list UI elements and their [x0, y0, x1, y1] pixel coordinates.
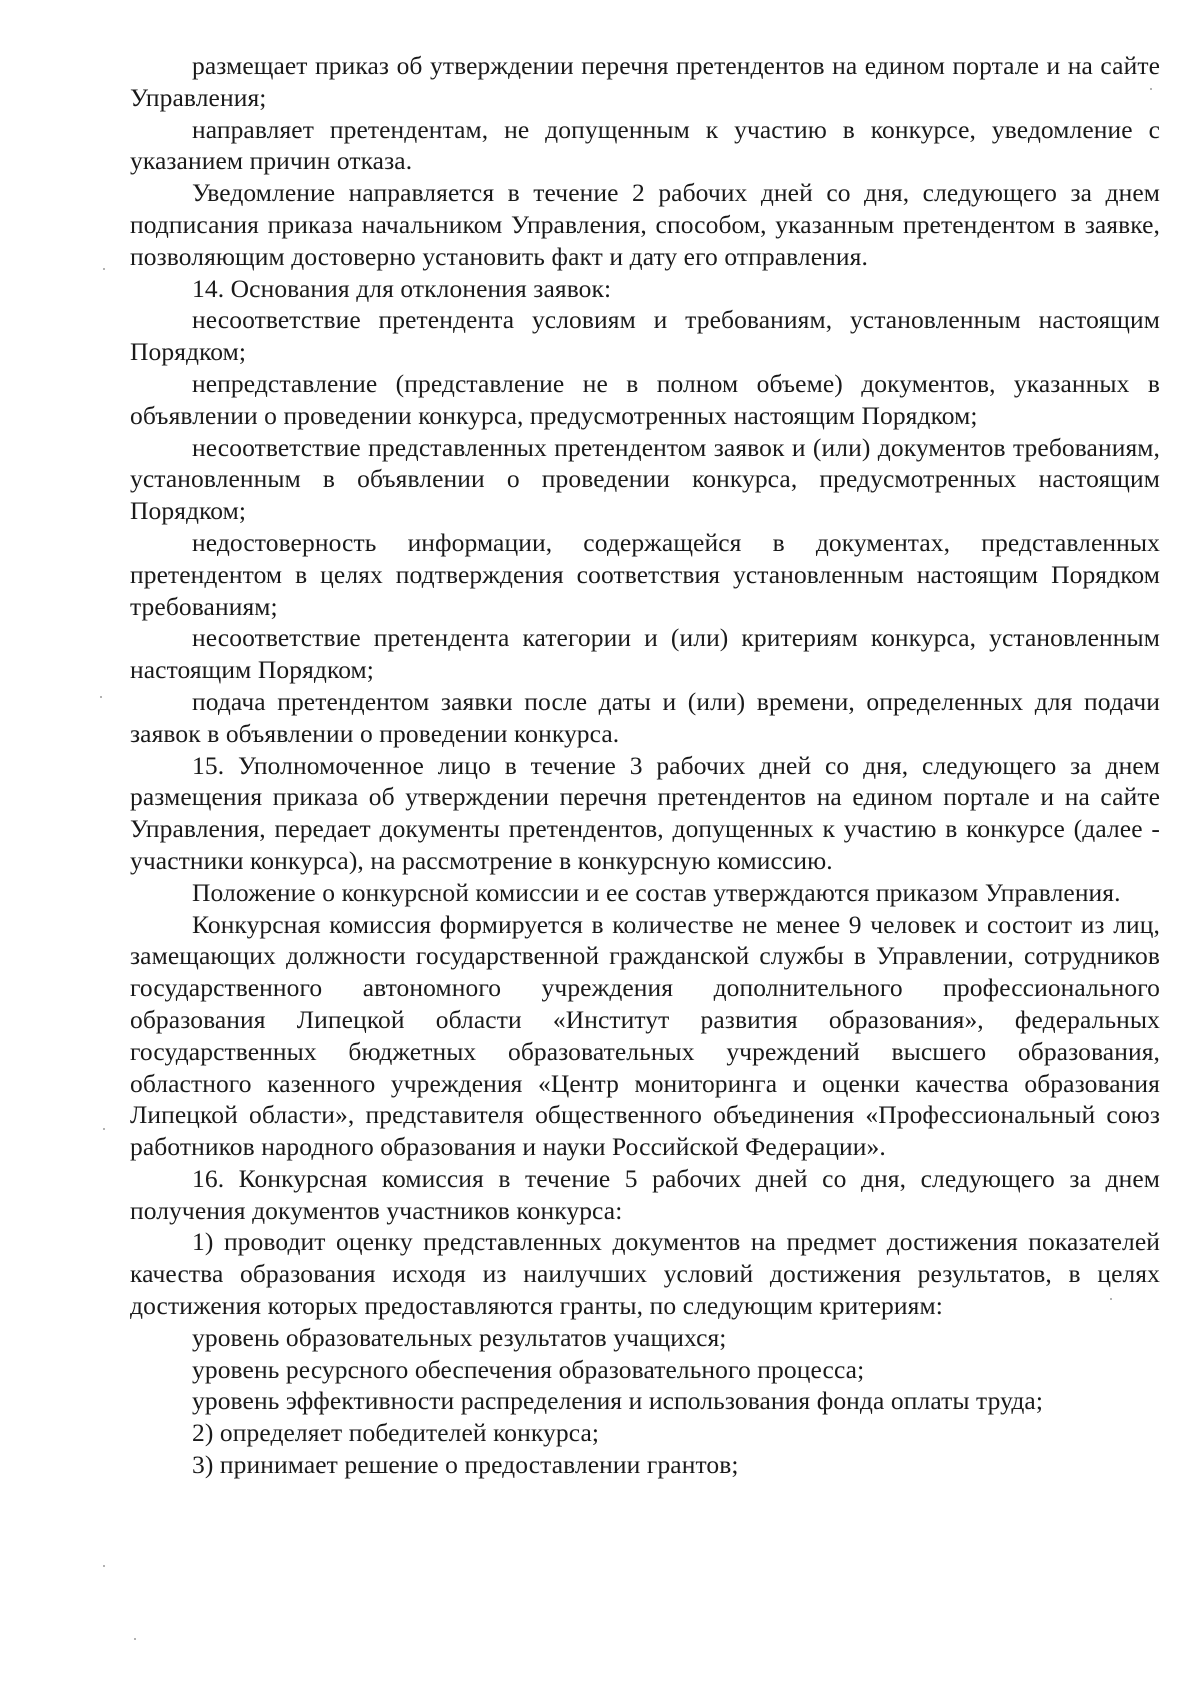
- scan-speck: [103, 268, 105, 270]
- rejection-reason-2: непредставление (представление не в полном объеме) документов, указанных в объявлении о проведении конкурса, предусмотренных настоящим Порядком;: [130, 368, 1160, 430]
- commission-regulation: Положение о конкурсной комиссии и ее состав утверждаются приказом Управления.: [192, 877, 1121, 907]
- rejection-reason-1: несоответствие претендента условиям и требованиям, установленным настоящим Порядком;: [130, 305, 1160, 367]
- rejection-reason-5: несоответствие претендента категории и (или) критериям конкурса, установленным настоящим Порядком;: [130, 623, 1160, 685]
- scan-speck: [1150, 88, 1152, 90]
- paragraph-1: размещает приказ об утверждении перечня претендентов на едином портале и на сайте Управления;: [130, 51, 1160, 112]
- scan-speck: [100, 696, 102, 698]
- section-16-item-1: 1) проводит оценку представленных документов на предмет достижения показателей качества образования исходя из наилучших условий достижения результатов, в целях достижения которых предоставляются гранты, по следующим критериям:: [130, 1227, 1160, 1321]
- rejection-reason-6: подача претендентом заявки после даты и (или) времени, определенных для подачи заявок в объявлении о проведении конкурса.: [130, 686, 1160, 748]
- criterion-2: уровень ресурсного обеспечения образовательного процесса;: [192, 1354, 865, 1384]
- document-body: [130, 50, 1160, 1481]
- section-16: 16. Конкурсная комиссия в течение 5 рабочих дней со дня, следующего за днем получения документов участников конкурса:: [130, 1163, 1160, 1225]
- scan-speck: [103, 1565, 105, 1567]
- criterion-3: уровень эффективности распределения и использования фонда оплаты труда;: [192, 1386, 1044, 1416]
- scan-speck: [134, 1638, 136, 1640]
- section-16-item-2: 2) определяет победителей конкурса;: [192, 1418, 600, 1448]
- scan-speck: [1110, 1298, 1112, 1300]
- section-14-heading: 14. Основания для отклонения заявок:: [192, 273, 612, 303]
- section-15: 15. Уполномоченное лицо в течение 3 рабочих дней со дня, следующего за днем размещения приказа об утверждении перечня претендентов на едином портале и на сайте Управления, передает документы претендентов, допущенных к участию в конкурсе (далее - участники конкурса), на рассмотрение в конкурсную комиссию.: [130, 750, 1160, 875]
- rejection-reason-4: недостоверность информации, содержащейся в документах, представленных претендентом в целях подтверждения соответствия установленным настоящим Порядком требованиям;: [130, 527, 1160, 621]
- paragraph-2: направляет претендентам, не допущенным к участию в конкурсе, уведомление с указанием причин отказа.: [130, 114, 1160, 176]
- paragraph-3: Уведомление направляется в течение 2 рабочих дней со дня, следующего за днем подписания приказа начальником Управления, способом, указанным претендентом в заявке, позволяющим достоверно установить факт и дату его отправления.: [130, 178, 1160, 271]
- commission-composition: Конкурсная комиссия формируется в количестве не менее 9 человек и состоит из лиц, замещающих должности государственной гражданской службы в Управлении, сотрудников государственного автономного учреждения дополнительного профессионального образования Липецкой области «Институт развития образования», федеральных государственных бюджетных образовательных учреждений высшего образования, областного казенного учреждения «Центр мониторинга и оценки качества образования Липецкой области», представителя общественного объединения «Профессиональный союз работников народного образования и науки Российской Федерации».: [130, 909, 1160, 1162]
- criterion-1: уровень образовательных результатов учащихся;: [192, 1322, 727, 1352]
- section-16-item-3: 3) принимает решение о предоставлении грантов;: [192, 1450, 739, 1480]
- scan-speck: [103, 1128, 105, 1130]
- rejection-reason-3: несоответствие представленных претендентом заявок и (или) документов требованиям, установленным в объявлении о проведении конкурса, предусмотренных настоящим Порядком;: [130, 432, 1160, 526]
